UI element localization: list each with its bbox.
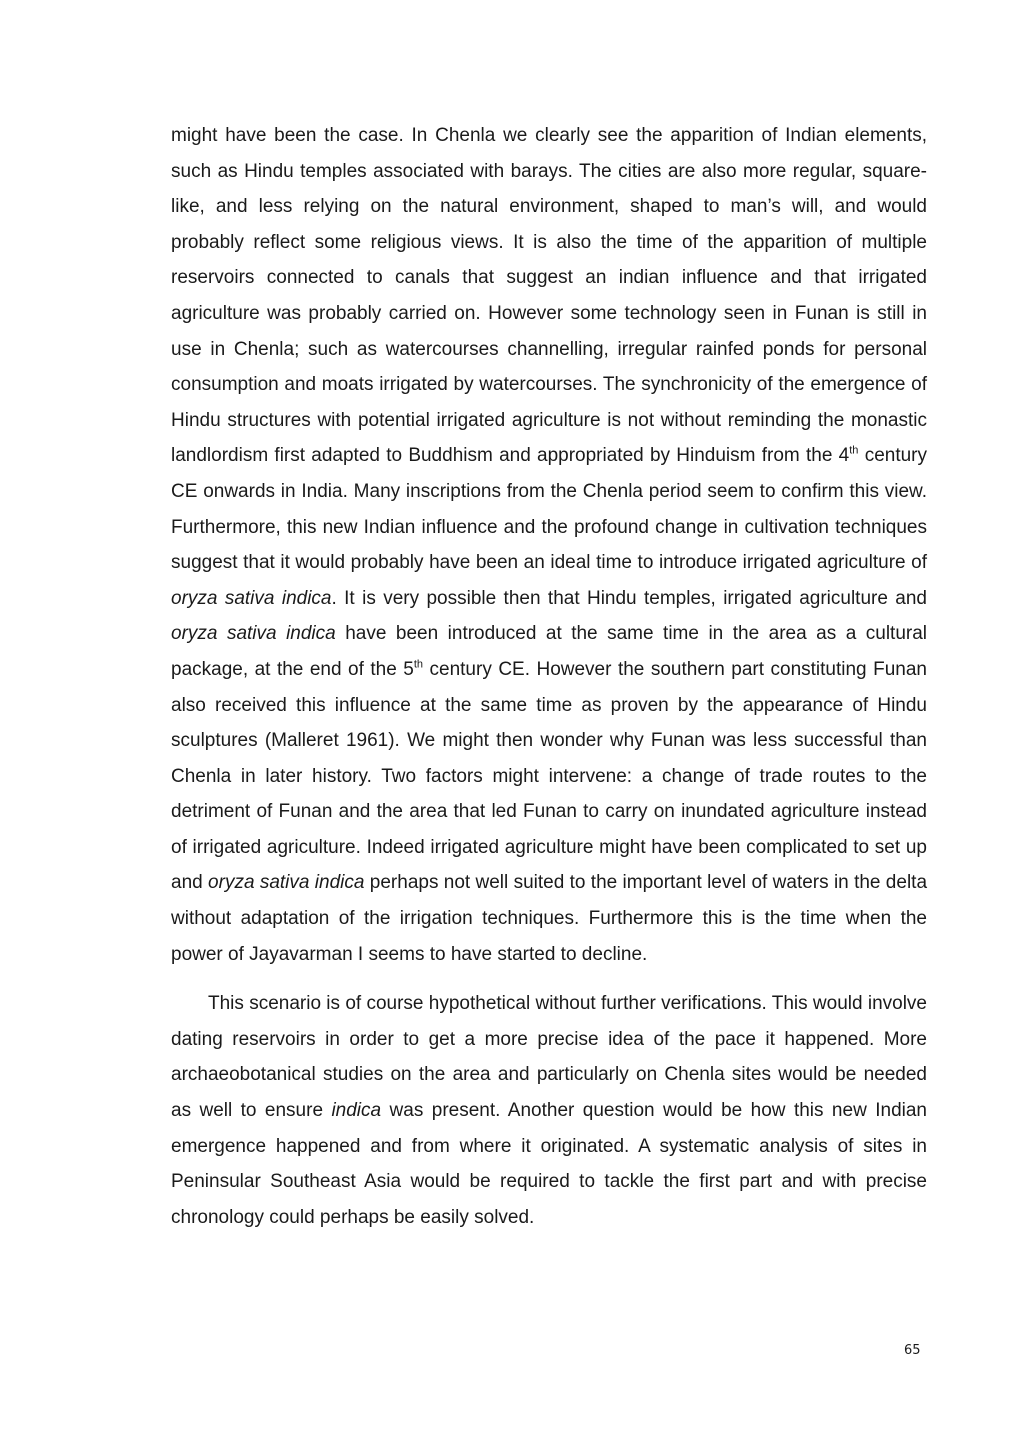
italic-term: indica [331, 1100, 382, 1122]
page-body [171, 118, 927, 1235]
text-run: might have been the case. In Chenla we clearly see the apparition of Indian elements, such as Hindu temples associated with barays. The cities are also more regular, square-like, and less relying on the natural environment, shaped to man’s will, and would probably reflect some religious views. It is also the time of the apparition of multiple reservoirs connected to canals that suggest an indian influence and that irrigated agriculture was probably carried on. However some technology seen in Funan is still in use in Chenla; such as watercourses channelling, irregular rainfed ponds for personal consumption and moats irrigated by watercourses. The synchronicity of the emergence of Hindu structures with potential irrigated agriculture is not without reminding the monastic landlordism first adapted to Buddhism and appropriated by Hinduism from the 4 [171, 125, 927, 467]
ordinal-superscript: th [413, 658, 424, 671]
text-run: This scenario is of course hypothetical without further verifications. This would involve dating reservoirs in order to get a more precise idea of the pace it happened. More archaeobotanical studies on the area and particularly on Chenla sites would be needed as well to ensure [171, 993, 927, 1122]
italic-term: oryza sativa indica [171, 587, 332, 609]
paragraph-1 [171, 118, 927, 972]
italic-term: oryza sativa indica [171, 623, 336, 645]
text-run: . It is very possible then that Hindu temples, irrigated agriculture and [331, 587, 928, 609]
text-run: was present. Another question would be how this new Indian emergence happened and from where it originated. A systematic analysis of sites in Peninsular Southeast Asia would be required to tackle the first part and with precise chronology could perhaps be easily solved. [171, 1100, 927, 1228]
text-run: perhaps not well suited to the important level of waters in the delta without adaptation of the irrigation techniques. Furthermore this is the time when the power of Jayavarman I seems to have started to decline. [171, 872, 928, 965]
paragraph-2 [171, 986, 927, 1235]
ordinal-superscript: th [849, 445, 859, 458]
italic-term: oryza sativa indica [208, 872, 365, 894]
page-number: 65 [904, 1343, 921, 1358]
text-run: have been introduced at the same time in the area as a cultural package, at the end of the 5 [171, 623, 928, 680]
text-run: century CE. However the southern part constituting Funan also received this influence at the same time as proven by the appearance of Hindu sculptures (Malleret 1961). We might then wonder why Funan was less successful than Chenla in later history. Two factors might intervene: a change of trade routes to the detriment of Funan and the area that led Funan to carry on inundated agriculture instead of irrigated agriculture. Indeed irrigated agriculture might have been complicated to set up and [171, 658, 927, 894]
text-run: century CE onwards in India. Many inscriptions from the Chenla period seem to confirm this view. Furthermore, this new Indian influence and the profound change in cultivation techniques suggest that it would probably have been an ideal time to introduce irrigated agriculture of [171, 445, 928, 574]
